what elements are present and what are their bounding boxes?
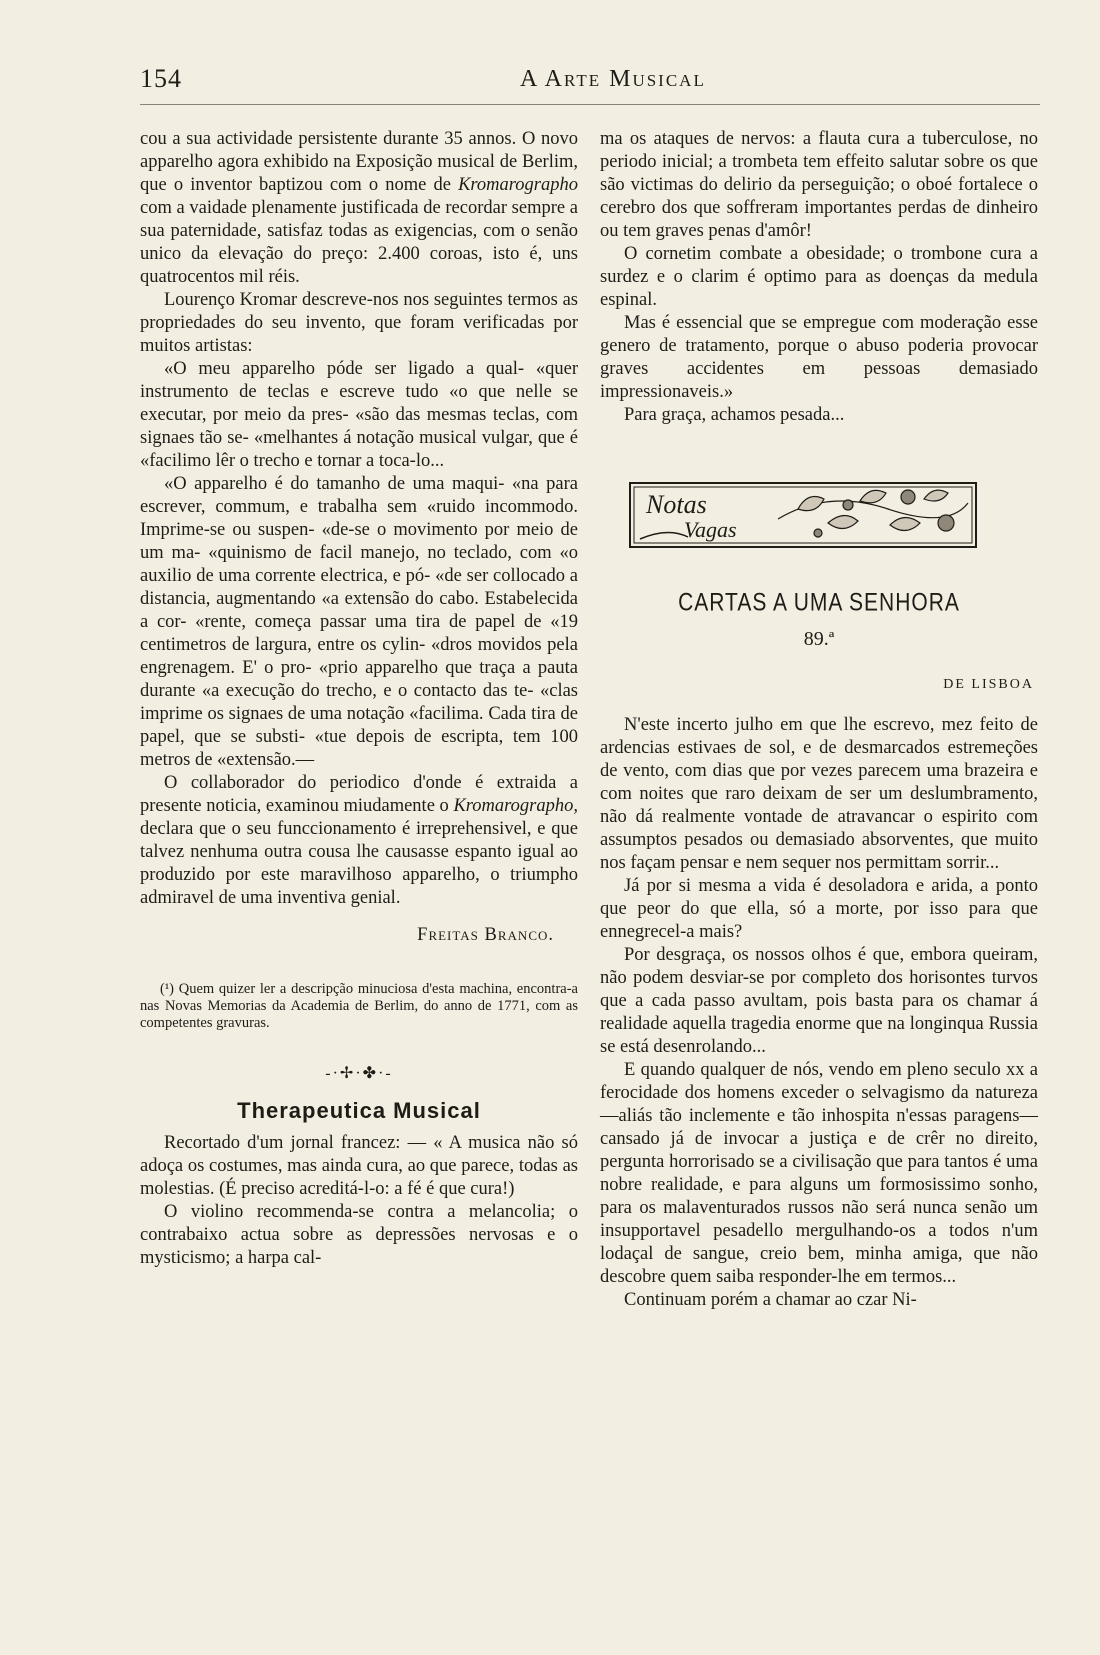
italic-term: Kromarographo, (453, 796, 578, 816)
paragraph: E quando qualquer de nós, vendo em pleno seculo xx a ferocidade dos homens exceder o selvagismo da natureza—aliás tão inclemente e tão inhospita n'essas paragens—cansado já de invocar a justiça e de crêr no direito, pergunta horrorisado se a civilisação que para tantos é uma nobre realidade, e para alguns um formosissimo sonho, para os malaventurados russos não será nunca senão um insupportavel pesadello mergulhando-os a todos n'um lodaçal de sangue, creio bem, minha amiga, que não descobre quem saiba responder-lhe em termos... (600, 1060, 1038, 1287)
paragraph: N'este incerto julho em que lhe escrevo, mez feito de ardencias estivaes de sol, e de desmarcados estremeções de vento, com dias que por vezes parecem uma brazeira e com noites que raro deixam de ser um deslumbramento, não dá realmente vontade de atravancar o espirito com assumptos pesados ou demasiado absorventes, que muito nos façam pensar e nem sequer nos permittam sorrir... (600, 715, 1038, 873)
letter-series-title: CARTAS A UMA SENHORA (678, 588, 960, 617)
notas-vagas-banner (628, 479, 978, 551)
letter-number: 89.ª (803, 628, 835, 650)
banner-word-notas: Notas (646, 490, 707, 519)
quote-paragraph: «O meu apparelho póde ser ligado a qual- «quer instrumento de teclas e escreve tudo «o que nelle se executar, por meio da pres- «são das mesmas teclas, com signaes tão se- «melhantes á notação musical vulgar, que é «facilimo lêr o trecho e tornar a toca-lo... (140, 359, 578, 471)
quotation (140, 358, 578, 772)
paragraph: O cornetim combate a obesidade; o trombone cura a surdez e o clarim é optimo para as doenças da medula espinal. (600, 244, 1038, 310)
paragraph: O violino recommenda-se contra a melancolia; o contrabaixo actua sobre as depressões nervosas e o mysticismo; a harpa cal- (140, 1202, 578, 1268)
footnote: (¹) Quem quizer ler a descripção minuciosa d'esta machina, encontra-a nas Novas Memorias da Academia de Berlim, do anno de 1771, com as competentes gravuras. (140, 981, 578, 1031)
paragraph: O collaborador do periodico d'onde é extraida a presente noticia, examinou miudamente o Kromarographo, declara que o seu funccionamento é irreprehensivel, e que talvez nenhuma outra cousa lhe causasse espanto igual ao produzido por este maravilhoso apparelho, o triumpho admiravel de uma inventiva genial. (140, 773, 578, 908)
header-rule (140, 104, 1040, 105)
italic-term: Kromarographo (458, 175, 578, 195)
paragraph: Por desgraça, os nossos olhos é que, embora queiram, não podem desviar-se por completo dos horisontes turvos que a cada passo avultam, pois basta para os chamar á realidade aquella tragedia enorme que na longinqua Russia se está desenrolando... (600, 945, 1038, 1057)
paragraph: Recortado d'um jornal francez: — « A musica não só adoça os costumes, mas ainda cura, ao que parece, todas as molestias. (É preciso acreditá-l-o: a fé é que cura!) (140, 1133, 578, 1199)
right-column (600, 128, 1038, 1312)
journal-title: A Arte Musical (520, 66, 706, 92)
quote-paragraph: «O apparelho é do tamanho de uma maqui- «na para escrever, commum, e trabalha sem «ruido incommodo. Imprime-se ou suspen- «de-se o movimento por meio de um ma- «quinismo de facil manejo, no teclado, com «o auxilio de uma corrente electrica, e pó- «de ser collocado a distancia, augmentando «a extensão do cabo. Estabelecida a cor- «rente, começa passar uma tira de papel de «19 centimetros de largura, entre os cylin- «dros movidos pela engrenagem. E' o pro- «prio apparelho que traça a pauta durante «a execução do trecho, e o contacto das te- «clas imprime os signaes de uma notação «facilima. Cada tira de papel, que se substi- «tue depois de escripta, tem 100 metros de «extensão.— (140, 474, 578, 770)
paragraph: ma os ataques de nervos: a flauta cura a tuberculose, no periodo inicial; a trombeta tem effeito salutar sobre os que são victimas do delirio da perseguição; o oboé fortalece o cerebro dos que soffreram importantes perdas de dinheiro ou tem graves penas d'amôr! (600, 129, 1038, 241)
signature: Freitas Branco. (417, 925, 554, 945)
page-number: 154 (140, 64, 182, 93)
paragraph: Para graça, achamos pesada... (624, 405, 845, 425)
banner-word-vagas: Vagas (684, 517, 737, 542)
section-ornament: -·✢·✤·- (325, 1065, 393, 1082)
banner-illustration (628, 479, 978, 551)
floral-branch-icon (778, 490, 968, 537)
section-title: Therapeutica Musical (237, 1098, 481, 1123)
place-line: DE LISBOA (943, 677, 1034, 692)
paragraph: cou a sua actividade persistente durante 35 annos. O novo apparelho agora exhibido na Exposição musical de Berlim, que o inventor baptizou com o nome de Kromarographo com a vaidade plenamente justificada de recordar sempre a sua paternidade, satisfaz todas as exigencias, com o senão unico da elevação do preço: 2.400 coroas, isto é, uns quatrocentos mil réis. (140, 129, 578, 287)
paragraph: Continuam porém a chamar ao czar Ni- (624, 1290, 917, 1310)
left-column (140, 128, 578, 1270)
page-header (140, 64, 1040, 104)
paragraph: Já por si mesma a vida é desoladora e arida, a ponto que peor do que ella, só a morte, por isso para que ennegrecel-a mais? (600, 876, 1038, 942)
paragraph: Mas é essencial que se empregue com moderação esse genero de tratamento, porque o abuso poderia provocar graves accidentes em pessoas demasiado impressionaveis.» (600, 313, 1038, 402)
paragraph: Lourenço Kromar descreve-nos nos seguintes termos as propriedades do seu invento, que foram verificadas por muitos artistas: (140, 290, 578, 356)
